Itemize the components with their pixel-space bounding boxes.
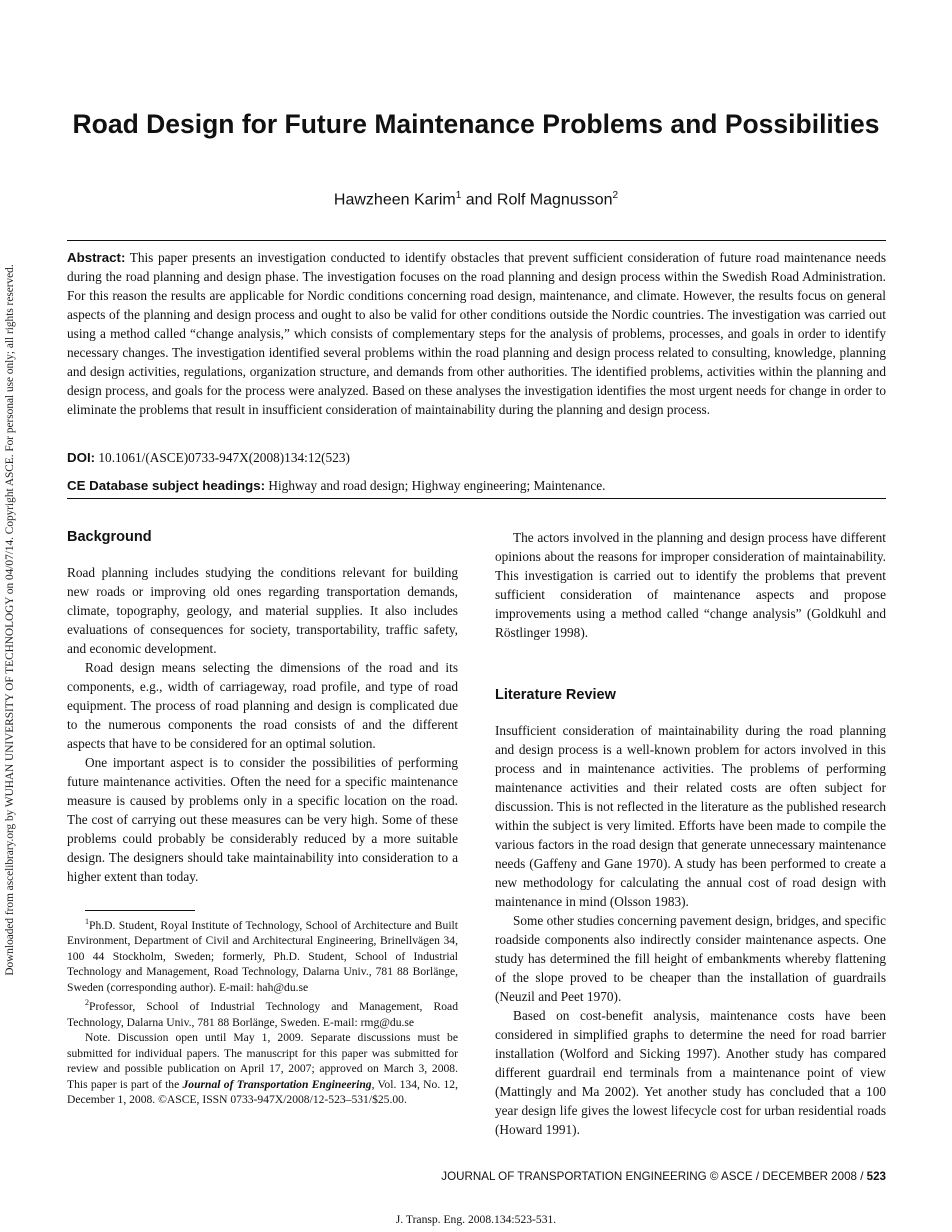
subject-headings-value: Highway and road design; Highway engineering; Maintenance. [268,478,606,493]
abstract [67,248,886,419]
author-2-affil-mark: 2 [612,190,619,201]
top-rule [67,240,886,241]
abstract-label: Abstract: [67,250,126,265]
journal-name: Journal of Transportation Engineering [182,1077,372,1091]
page-number: 523 [866,1170,886,1183]
abstract-text: This paper presents an investigation conducted to identify obstacles that prevent sufficient consideration of future road maintenance needs during the road planning and design phase. The investigation focuses on the road planning and design process within the Swedish Road Administration. For this reason the results are applicable for Nordic conditions concerning road design, maintenance, and climate. However, the results focus on general aspects of the planning and design process and ought to also be valid for other conditions outside the Nordic countries. The investigation was carried out using a method called “change analysis,” which consists of complementary steps for the analysis of problems, processes, and goals in order to identify necessary changes. The investigation identified several problems within the road planning and design process related to consulting, knowledge, planning and design activities, regulations, organization structure, and demands from other authorities. The identified problems, activities within the planning and design process, and goals for the process were analyzed. Based on these analyses the investigation identifies the most urgent needs for change in order to eliminate the problems that result in insufficient consideration of maintainability during the planning and design process. [67,250,886,417]
literature-paragraph-1: Insufficient consideration of maintainability during the road planning and design process is a well-known problem for actors involved in this process and in maintenance activities. The problems of performing maintenance activities and their related costs are often subject for discussion. This is not reflected in the literature as the published research within the subject is very limited. Efforts have been made to compile the various factors in the road design that generate unnecessary maintenance needs (Gaffeny and Gane 1970). A study has been performed to create a new methodology for calculating the annual cost of road design with maintenance in mind (Olsson 1983). [495,723,886,909]
literature-paragraph-3: Based on cost-benefit analysis, maintenance costs have been considered in simplified graphs to determine the need for road barrier installation (Wolford and Sicking 1997). Another study has compared different guardrail end terminals from a maintenance point of view (Mattingly and Ma 2002). Yet another study has concluded that a 100 year design life gives the lowest lifecycle cost for urban residential roads (Howard 1991). [495,1008,886,1137]
discussion-note-text-a: Note. Discussion open until May 1, 2009. Separate discussions must be submitted for individual papers. The manuscript for this paper was submitted for review and possible publication on April 17, 2007; approved on March 3, 2008. This paper is part of the [67,1031,458,1091]
background-paragraph-1: Road planning includes studying the conditions relevant for building new roads or improving old ones regarding transportation demands, climate, topography, geology, and material supplies. It also includes evaluations of consequences for society, transportability, traffic safety, and economic development. [67,565,458,656]
author-2: Rolf Magnusson [496,191,613,209]
discussion-note [67,1030,458,1108]
author-conjunction: and [461,191,497,209]
side-download-note [0,0,20,1232]
background-paragraph-2: Road design means selecting the dimensions of the road and its components, e.g., width of carriageway, road profile, and type of road equipment. The process of road planning and design is complicated due to the numerous components the road consists of and the different aspects that have to be considered for an optimal solution. [67,660,458,751]
subject-headings-line [67,476,886,495]
footnote-2-mark: 2 [85,998,89,1008]
doi-label: DOI: [67,450,96,465]
section-heading-background: Background [67,529,152,545]
footnote-1 [67,914,458,995]
subject-headings-label: CE Database subject headings: [67,478,266,493]
section-heading-literature-review: Literature Review [495,687,616,703]
paper-title: Road Design for Future Maintenance Problems and Possibilities [72,109,880,139]
abstract-bottom-rule [67,498,886,499]
literature-paragraph-2: Some other studies concerning pavement design, bridges, and specific roadside components also indirectly consider maintenance aspects. One study has determined the fill height of embankments whereby flattening of the slope proved to be cheaper than the installation of guardrails (Neuzil and Peet 1970). [495,913,886,1004]
footnote-1-mark: 1 [85,917,89,926]
left-column [67,528,458,886]
author-line [60,190,892,209]
page-footer [441,1170,886,1183]
footnote-2 [67,995,458,1030]
footnote-2-text: Professor, School of Industrial Technology and Management, Road Technology, Dalarna Univ., 781 88 Borlänge, Sweden. E-mail: rmg@du.se [67,1000,458,1029]
intro-paragraph: The actors involved in the planning and design process have different opinions about the reasons for improper consideration of maintainability. This investigation is carried out to identify the problems that prevent sufficient consideration of maintenance aspects and propose improvements using a method called “change analysis” (Goldkuhl and Röstlinger 1998). [495,530,886,640]
author-1-affil-mark: 1 [455,190,462,201]
side-note-text: Downloaded from ascelibrary.org by WUHAN UNIVERSITY OF TECHNOLOGY on 04/07/14. Copyright ASCE. For personal use only; all rights reserved. [4,264,16,976]
footnotes [67,910,458,1108]
right-column [495,528,886,1139]
footer-text: JOURNAL OF TRANSPORTATION ENGINEERING © ASCE / DECEMBER 2008 / [441,1170,867,1183]
footnote-rule [85,910,195,911]
author-1: Hawzheen Karim [333,191,456,209]
doi-line [67,448,886,467]
citation-line: J. Transp. Eng. 2008.134:523-531. [395,1213,557,1226]
footnote-1-text: Ph.D. Student, Royal Institute of Technology, School of Architecture and Built Environment, Department of Civil and Architectural Engineering, Brinellvägen 34, 100 44 Stockholm, Sweden; formerly, Ph.D. Student, School of Industrial Technology and Management, Road Technology, Dalarna Univ., 781 88 Borlänge, Sweden (corresponding author). E-mail: hah@du.se [67,918,458,994]
doi-value[interactable]: 10.1061/(ASCE)0733-947X(2008)134:12(523) [98,450,350,465]
background-paragraph-3: One important aspect is to consider the possibilities of performing future maintenance activities. Often the need for a specific maintenance measure is caused by problems only in a specific location on the road. The cost of carrying out these measures can be very high. Some of these problems could probably be considerably reduced by a more suitable design. The designers should take maintainability into consideration to a higher extent than today. [67,755,458,884]
discussion-note-text-b: , Vol. 134, No. 12, December 1, 2008. ©ASCE, ISSN 0733-947X/2008/12-523–531/$25.00. [67,1077,458,1107]
